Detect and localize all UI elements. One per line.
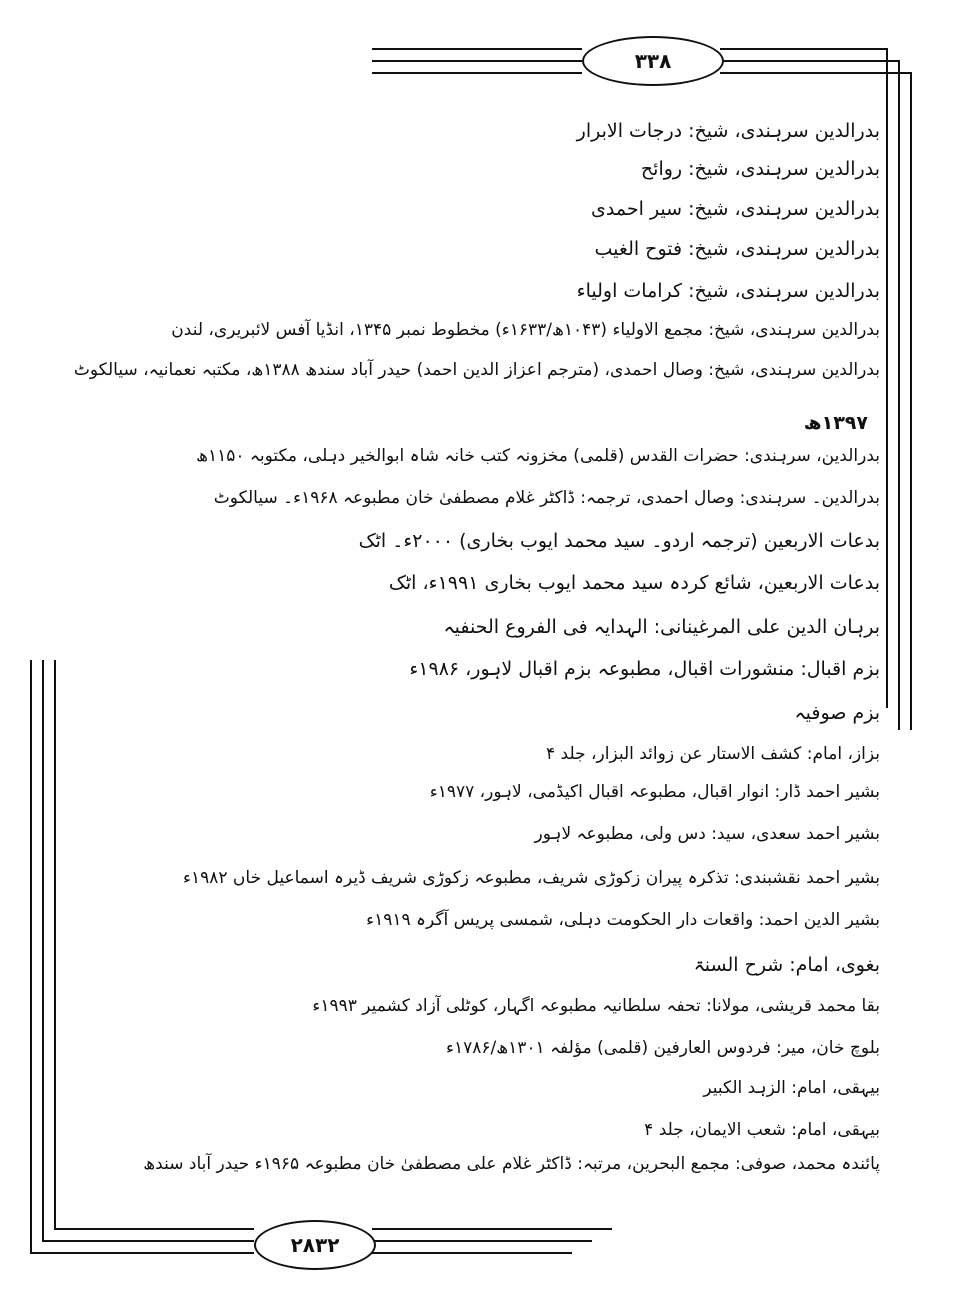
bibliography-entry: بدرالدین سرہندی، شیخ: کرامات اولیاء (576, 280, 880, 302)
frame-top-right-inner (720, 72, 910, 74)
frame-right-vertical-outer (886, 48, 888, 708)
bibliography-entry: بشیر احمد نقشبندی: تذکرہ پیران زکوڑی شریف، مطبوعہ زکوڑی شریف ڈیرہ اسماعیل خاں ۱۹۸۲ء (182, 868, 880, 888)
bibliography-entry: بدرالدین سرہندی، شیخ: درجات الابرار (576, 120, 880, 142)
frame-top-line-inner (372, 72, 582, 74)
bibliography-entry: بزاز، امام: کشف الاستار عن زوائد البزار، جلد ۴ (546, 744, 880, 764)
bibliography-entry: بیہقی، امام: الزہد الکبیر (703, 1078, 880, 1098)
bibliography-entry: پائندہ محمد، صوفی: مجمع البحرین، مرتبہ: ڈاکٹر غلام علی مصطفیٰ خان مطبوعہ ۱۹۶۵ء حیدر آباد سندھ (143, 1154, 880, 1174)
frame-bottom-right-inner (372, 1228, 612, 1230)
bibliography-entry: بزم صوفیہ (794, 702, 880, 724)
frame-bottom-line-inner (54, 1228, 254, 1230)
page-number-top: ۳۳۸ (582, 36, 724, 86)
bibliography-entry: بلوچ خان، میر: فردوس العارفین (قلمی) مؤلفہ ۱۳۰۱ھ/۱۷۸۶ء (446, 1038, 880, 1058)
bibliography-entry: بدرالدین سرہندی، شیخ: سیر احمدی (591, 198, 880, 220)
bibliography-entry: بدرالدین سرہندی، شیخ: وصال احمدی، (مترجم اعزاز الدین احمد) حیدر آباد سندھ ۱۳۸۸ھ، مکتبہ نعمانیہ، سیالکوٹ (73, 360, 880, 380)
entry-continuation: ۱۳۹۷ھ (803, 412, 868, 434)
bibliography-entry: بدرالدین سرہندی، شیخ: فتوح الغیب (594, 238, 880, 260)
bibliography-entry: بدرالدین، سرہندی: حضرات القدس (قلمی) مخزونہ کتب خانہ شاہ ابوالخیر دہلی، مکتوبہ ۱۱۵۰ھ (196, 446, 880, 466)
page-number-bottom: ۲۸۳۲ (254, 1220, 376, 1270)
frame-right-vertical-mid (898, 60, 900, 730)
bibliography-entry: بدعات الاربعین، شائع کردہ سید محمد ایوب بخاری ۱۹۹۱ء، اٹک (388, 572, 880, 594)
bibliography-entry: بدرالدین۔ سرہندی: وصال احمدی، ترجمہ: ڈاکٹر غلام مصطفیٰ خان مطبوعہ ۱۹۶۸ء۔ سیالکوٹ (213, 488, 880, 508)
bibliography-entry: برہان الدین علی المرغینانی: الہدایہ فی الفروع الحنفیہ (443, 616, 880, 638)
bibliography-entry: بزم اقبال: منشورات اقبال، مطبوعہ بزم اقبال لاہور، ۱۹۸۶ء (409, 658, 880, 680)
frame-left-vertical-outer (30, 660, 32, 1254)
frame-bottom-line-outer (30, 1252, 254, 1254)
frame-bottom-right-outer (372, 1252, 572, 1254)
frame-right-vertical-inner (910, 72, 912, 730)
frame-bottom-line-mid (42, 1240, 254, 1242)
frame-bottom-right-mid (372, 1240, 592, 1242)
bibliography-entry: بشیر احمد سعدی، سید: دس ولی، مطبوعہ لاہور (534, 824, 880, 844)
frame-top-line-mid (372, 60, 582, 62)
bibliography-entry: بقا محمد قریشی، مولانا: تحفہ سلطانیہ مطبوعہ اگہار، کوٹلی آزاد کشمیر ۱۹۹۳ء (312, 996, 880, 1016)
bibliography-entry: بدرالدین سرہندی، شیخ: روائح (640, 158, 880, 180)
bibliography-entry: بدرالدین سرہندی، شیخ: مجمع الاولیاء (۱۰۴۳ھ/۱۶۳۳ء) مخطوط نمبر ۱۳۴۵، انڈیا آفس لائبریری، لندن (171, 320, 880, 340)
bibliography-entry: بشیر احمد ڈار: انوار اقبال، مطبوعہ اقبال اکیڈمی، لاہور، ۱۹۷۷ء (429, 782, 880, 802)
frame-top-line-outer (372, 48, 582, 50)
bibliography-entry: بشیر الدین احمد: واقعات دار الحکومت دہلی، شمسی پریس آگرہ ۱۹۱۹ء (366, 910, 880, 930)
frame-left-vertical-mid (42, 660, 44, 1242)
bibliography-entry: بیہقی، امام: شعب الایمان، جلد ۴ (644, 1120, 880, 1140)
frame-top-right-outer (720, 48, 886, 50)
frame-left-vertical-inner (54, 660, 56, 1230)
frame-top-right-mid (720, 60, 898, 62)
bibliography-entry: بدعات الاربعین (ترجمہ اردو۔ سید محمد ایوب بخاری) ۲۰۰۰ء۔ اٹک (358, 530, 880, 552)
bibliography-entry: بغوی، امام: شرح السنۃ (693, 954, 880, 976)
